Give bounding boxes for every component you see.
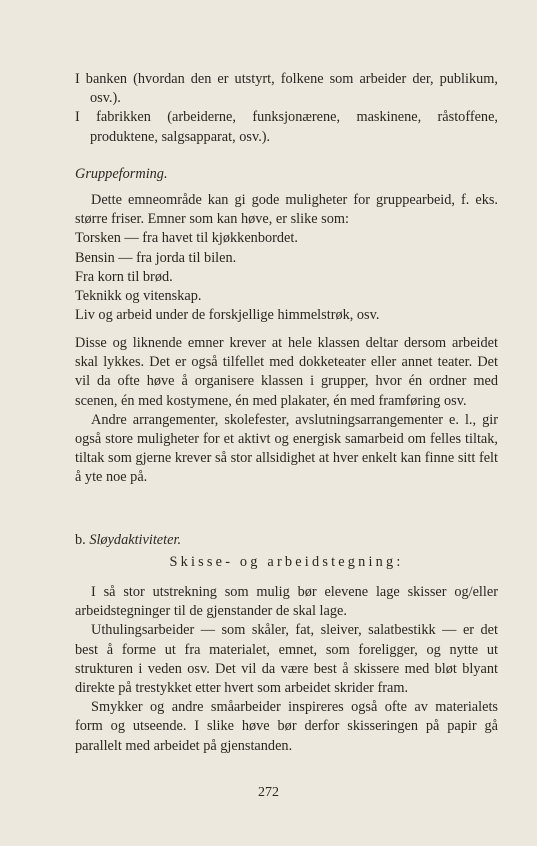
sloyd-heading-text: Sløydaktiviteter.	[89, 532, 182, 548]
factory-line: I fabrikken (arbeiderne, funksjonærene, maskinene, råstoffene, produktene, salgsapparat, osv.).	[75, 109, 498, 145]
sloyd-subheading: Skisse- og arbeidstegning:	[169, 554, 404, 570]
list-item: Bensin — fra jorda til bilen.	[75, 249, 237, 266]
sloyd-subheading-block	[75, 553, 498, 572]
list-item: Torsken — fra havet til kjøkkenbordet.	[75, 230, 298, 247]
sloyd-label: b.	[75, 532, 86, 548]
section-locations	[75, 70, 498, 147]
gruppeforming-paragraph: Andre arrangementer, skolefester, avslutningsarrangementer e. l., gir også store muligheter for et aktivt og energisk samarbeid om felles tiltak, tiltak som gjerne krever så stor allsidighet at hver enkelt kan finne sitt felt å yte noe på.	[75, 411, 498, 486]
gruppeforming-paragraph: Disse og liknende emner krever at hele klassen deltar dersom arbeidet skal lykkes. Det er også tilfellet med dokketeater eller annet teater. Det vil da ofte høve å organisere klassen i grupper, hvor én ordner med scenen, én med kostymene, én med plakater, én med framføring osv.	[75, 335, 498, 409]
sloyd-body	[75, 583, 498, 756]
gruppeforming-heading: Gruppeforming.	[75, 166, 168, 182]
list-item: Liv og arbeid under de forskjellige himmelstrøk, osv.	[75, 307, 380, 324]
list-item: Fra korn til brød.	[75, 268, 173, 285]
gruppeforming-body	[75, 191, 498, 325]
gruppeforming-discussion	[75, 334, 498, 488]
sloyd-paragraph: Uthulingsarbeider — som skåler, fat, sleiver, salatbestikk — er det best å forme ut fra materialet, emnet, som foreligger, og nytte ut strukturen i veden osv. Det vil da være best å skissere med bløt blyant direkte på trestykket etter hvert som arbeidet skrider fram.	[75, 622, 498, 697]
sloyd-paragraph: Smykker og andre småarbeider inspireres også ofte av materialets form og utseende. I slike høve bør derfor skisseringen på papir gå parallelt med arbeidet på gjenstanden.	[75, 699, 498, 754]
gruppeforming-intro: Dette emneområde kan gi gode muligheter for gruppearbeid, f. eks. større friser. Emner som kan høve, er slike som:	[75, 192, 498, 228]
list-item: Teknikk og vitenskap.	[75, 288, 202, 305]
sloyd-heading	[75, 531, 498, 550]
bank-line: I banken (hvordan den er utstyrt, folkene som arbeider der, publikum, osv.).	[75, 71, 498, 107]
section-sloyd	[75, 531, 498, 550]
page-number: 272	[258, 785, 279, 800]
sloyd-paragraph: I så stor utstrekning som mulig bør elevene lage skisser og/eller arbeidstegninger til de gjenstander de skal lage.	[75, 584, 498, 620]
section-gruppeforming	[75, 165, 498, 184]
